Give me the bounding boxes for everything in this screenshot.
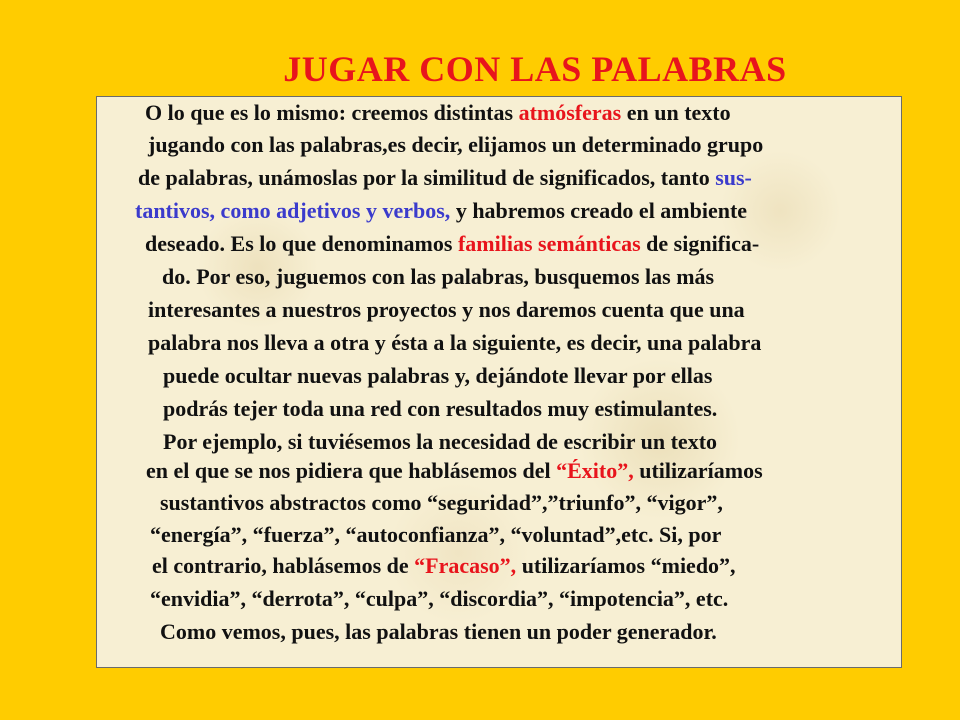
text-segment: podrás tejer toda una red con resultados muy estimulantes. — [163, 396, 718, 421]
text-line — [148, 297, 745, 323]
text-segment: puede ocultar nuevas palabras y, dejándote llevar por ellas — [163, 363, 713, 388]
highlighted-phrase: tantivos, como adjetivos y verbos, — [135, 198, 451, 223]
text-segment: Por ejemplo, si tuviésemos la necesidad de escribir un texto — [163, 429, 718, 454]
text-segment: deseado. Es lo que denominamos — [145, 231, 458, 256]
text-segment: jugando con las palabras,es decir, elijamos un determinado grupo — [148, 132, 764, 157]
text-segment: en un texto — [621, 100, 731, 125]
text-line — [150, 522, 721, 548]
text-line — [160, 490, 723, 516]
text-line — [152, 553, 736, 579]
text-segment: do. Por eso, juguemos con las palabras, busquemos las más — [162, 264, 715, 289]
text-segment: el contrario, hablásemos de — [152, 553, 415, 578]
highlighted-phrase: familias semánticas — [457, 231, 641, 256]
text-line — [163, 429, 717, 455]
text-segment: de palabras, unámoslas por la similitud de significados, tanto — [138, 165, 716, 190]
text-line — [146, 458, 763, 484]
text-segment: “envidia”, “derrota”, “culpa”, “discordia”, “impotencia”, etc. — [150, 586, 729, 611]
text-segment: utilizaríamos “miedo”, — [516, 553, 736, 578]
slide-title: JUGAR CON LAS PALABRAS — [283, 49, 787, 89]
text-line — [145, 231, 759, 257]
text-line — [162, 264, 714, 290]
highlighted-phrase: “Éxito”, — [556, 458, 634, 483]
text-segment: en el que se nos pidiera que hablásemos del — [146, 458, 557, 483]
text-segment: de significa- — [640, 231, 760, 256]
text-segment: “energía”, “fuerza”, “autoconfianza”, “voluntad”,etc. Si, por — [150, 522, 722, 547]
text-line — [145, 100, 731, 126]
text-line — [138, 165, 752, 191]
text-segment: sustantivos abstractos como “seguridad”,”triunfo”, “vigor”, — [160, 490, 723, 515]
text-line — [148, 132, 763, 158]
text-segment: y habremos creado el ambiente — [450, 198, 748, 223]
text-segment: utilizaríamos — [633, 458, 763, 483]
text-line — [163, 363, 712, 389]
text-segment: Como vemos, pues, las palabras tienen un poder generador. — [160, 619, 717, 644]
highlighted-phrase: “Fracaso”, — [414, 553, 517, 578]
highlighted-phrase: sus- — [715, 165, 752, 190]
text-line — [150, 586, 728, 612]
text-segment: O lo que es lo mismo: creemos distintas — [145, 100, 519, 125]
text-line — [163, 396, 717, 422]
text-line — [135, 198, 747, 224]
text-line — [148, 330, 761, 356]
text-line — [160, 619, 717, 645]
text-segment: interesantes a nuestros proyectos y nos daremos cuenta que una — [148, 297, 745, 322]
text-segment: palabra nos lleva a otra y ésta a la siguiente, es decir, una palabra — [148, 330, 762, 355]
highlighted-phrase: atmósferas — [518, 100, 622, 125]
